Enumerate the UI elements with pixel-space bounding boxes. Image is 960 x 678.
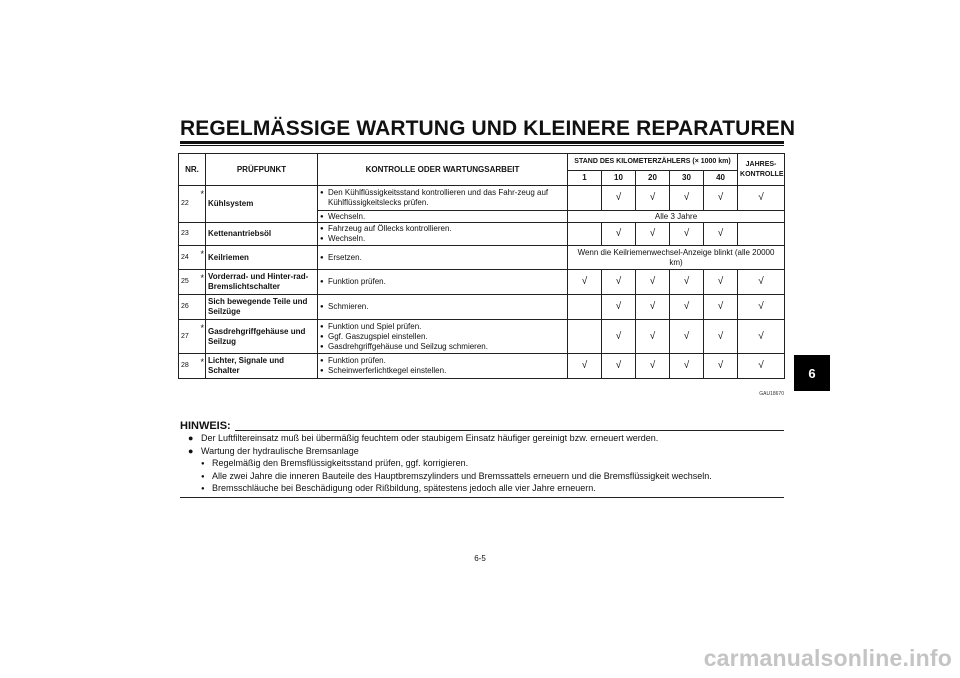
check-mark: √ bbox=[568, 270, 602, 295]
task-bullet: ● Funktion prüfen. bbox=[320, 277, 565, 287]
header-km-30: 30 bbox=[670, 171, 704, 186]
task-bullet: ● Fahrzeug auf Öllecks kontrollieren. bbox=[320, 224, 565, 234]
interval-span: Alle 3 Jahre bbox=[568, 211, 785, 223]
check-mark: √ bbox=[704, 320, 738, 354]
task-bullet: ● Den Kühlflüssigkeitsstand kontrollieren und das Fahr-zeug auf Kühlflüssigkeitslecks prüfen. bbox=[320, 188, 565, 208]
check-mark: √ bbox=[602, 295, 636, 320]
hinweis-rule-top bbox=[235, 430, 784, 431]
hinweis-subitem: ● Regelmäßig den Bremsflüssigkeitsstand prüfen, ggf. korrigieren. bbox=[186, 457, 786, 470]
check-mark: √ bbox=[670, 320, 704, 354]
page-title: REGELMÄSSIGE WARTUNG UND KLEINERE REPARATUREN bbox=[180, 117, 796, 140]
check-mark: √ bbox=[670, 354, 704, 379]
row-star: * bbox=[199, 186, 206, 223]
title-rule bbox=[180, 141, 784, 146]
header-kontrolle2: KONTROLLE bbox=[740, 170, 784, 178]
check-mark: √ bbox=[670, 223, 704, 246]
table-row bbox=[179, 186, 785, 211]
check-mark: √ bbox=[568, 354, 602, 379]
header-pruefpunkt: PRÜFPUNKT bbox=[206, 154, 318, 186]
check-mark: √ bbox=[636, 223, 670, 246]
check-mark: √ bbox=[636, 270, 670, 295]
header-km-40: 40 bbox=[704, 171, 738, 186]
check-mark: √ bbox=[602, 354, 636, 379]
task-bullet: ● Wechseln. bbox=[320, 234, 565, 244]
row-item: Gasdrehgriffgehäuse und Seilzug bbox=[206, 320, 318, 354]
header-km-1: 1 bbox=[568, 171, 602, 186]
check-mark: √ bbox=[704, 354, 738, 379]
check-mark: √ bbox=[602, 186, 636, 211]
km-cell-empty bbox=[568, 186, 602, 211]
row-item: Kühlsystem bbox=[206, 186, 318, 223]
row-nr: 26 bbox=[179, 295, 199, 320]
row-item: Sich bewegende Teile und Seilzüge bbox=[206, 295, 318, 320]
row-nr: 28 bbox=[179, 354, 199, 379]
header-km-20: 20 bbox=[636, 171, 670, 186]
row-star bbox=[199, 295, 206, 320]
table-row bbox=[179, 354, 785, 379]
row-task bbox=[318, 223, 568, 246]
km-cell-empty bbox=[568, 320, 602, 354]
check-mark: √ bbox=[738, 320, 785, 354]
table-row bbox=[179, 246, 785, 270]
check-mark: √ bbox=[738, 270, 785, 295]
row-item: Lichter, Signale und Schalter bbox=[206, 354, 318, 379]
header-km-10: 10 bbox=[602, 171, 636, 186]
km-cell-empty bbox=[568, 223, 602, 246]
check-mark: √ bbox=[704, 270, 738, 295]
task-bullet: ● Wechseln. bbox=[320, 212, 565, 222]
hinweis-rule-bottom bbox=[180, 497, 784, 498]
chapter-tab: 6 bbox=[794, 355, 830, 391]
check-mark: √ bbox=[636, 295, 670, 320]
row-item: Kettenantriebsöl bbox=[206, 223, 318, 246]
maintenance-table bbox=[178, 153, 785, 379]
check-mark: √ bbox=[670, 295, 704, 320]
header-jahres: JAHRES- bbox=[745, 160, 777, 168]
header-kontrolle: KONTROLLE ODER WARTUNGSARBEIT bbox=[318, 154, 568, 186]
hinweis-item: ● Der Luftfiltereinsatz muß bei übermäßig feuchtem oder staubigem Einsatz häufiger gereinigt bzw. erneuert werden. bbox=[186, 432, 786, 445]
jahres-cell-empty bbox=[738, 223, 785, 246]
task-bullet: ● Ggf. Gaszugspiel einstellen. bbox=[320, 332, 565, 342]
document-code: GAU18670 bbox=[759, 391, 784, 397]
table-row bbox=[179, 295, 785, 320]
row-task bbox=[318, 270, 568, 295]
interval-span: Wenn die Keilriemenwechsel-Anzeige blinkt (alle 20000 km) bbox=[568, 246, 785, 270]
row-nr: 22 bbox=[179, 186, 199, 223]
hinweis-subitem: ● Bremsschläuche bei Beschädigung oder Rißbildung, spätestens jedoch alle vier Jahre erneuern. bbox=[186, 482, 786, 495]
row-nr: 23 bbox=[179, 223, 199, 246]
task-bullet: ● Ersetzen. bbox=[320, 253, 565, 263]
header-stand: STAND DES KILOMETERZÄHLERS (× 1000 km) bbox=[568, 154, 738, 171]
check-mark: √ bbox=[636, 354, 670, 379]
row-star: * bbox=[199, 270, 206, 295]
row-nr: 25 bbox=[179, 270, 199, 295]
task-bullet: ● Scheinwerferlichtkegel einstellen. bbox=[320, 366, 565, 376]
header-jahreskontrolle bbox=[738, 154, 785, 186]
task-bullet: ● Funktion prüfen. bbox=[320, 356, 565, 366]
row-task bbox=[318, 211, 568, 223]
row-nr: 24 bbox=[179, 246, 199, 270]
task-bullet: ● Schmieren. bbox=[320, 302, 565, 312]
hinweis-heading: HINWEIS: bbox=[180, 420, 231, 432]
hinweis-list bbox=[186, 432, 786, 495]
row-star: * bbox=[199, 320, 206, 354]
watermark: carmanualsonline.info bbox=[703, 645, 952, 671]
hinweis-item: ● Wartung der hydraulische Bremsanlage bbox=[186, 445, 786, 458]
table-row bbox=[179, 223, 785, 246]
row-star bbox=[199, 223, 206, 246]
row-task bbox=[318, 295, 568, 320]
check-mark: √ bbox=[670, 186, 704, 211]
row-star: * bbox=[199, 354, 206, 379]
check-mark: √ bbox=[704, 186, 738, 211]
row-task bbox=[318, 186, 568, 211]
table-row bbox=[179, 320, 785, 354]
check-mark: √ bbox=[738, 354, 785, 379]
check-mark: √ bbox=[704, 223, 738, 246]
row-task bbox=[318, 246, 568, 270]
hinweis-subitem: ● Alle zwei Jahre die inneren Bauteile des Hauptbremszylinders und Bremssattels erneuern und die Bremsflüssigkeit wechseln. bbox=[186, 470, 786, 483]
check-mark: √ bbox=[602, 320, 636, 354]
check-mark: √ bbox=[704, 295, 738, 320]
row-task bbox=[318, 354, 568, 379]
check-mark: √ bbox=[670, 270, 704, 295]
task-bullet: ● Funktion und Spiel prüfen. bbox=[320, 322, 565, 332]
row-nr: 27 bbox=[179, 320, 199, 354]
check-mark: √ bbox=[602, 223, 636, 246]
page-number: 6-5 bbox=[474, 554, 486, 563]
task-bullet: ● Gasdrehgriffgehäuse und Seilzug schmieren. bbox=[320, 342, 565, 352]
check-mark: √ bbox=[738, 186, 785, 211]
check-mark: √ bbox=[738, 295, 785, 320]
check-mark: √ bbox=[636, 320, 670, 354]
km-cell-empty bbox=[568, 295, 602, 320]
table-row bbox=[179, 270, 785, 295]
row-item: Vorderrad- und Hinter-rad-Bremslichtschalter bbox=[206, 270, 318, 295]
check-mark: √ bbox=[636, 186, 670, 211]
row-star: * bbox=[199, 246, 206, 270]
row-item: Keilriemen bbox=[206, 246, 318, 270]
row-task bbox=[318, 320, 568, 354]
check-mark: √ bbox=[602, 270, 636, 295]
header-nr: NR. bbox=[179, 154, 206, 186]
